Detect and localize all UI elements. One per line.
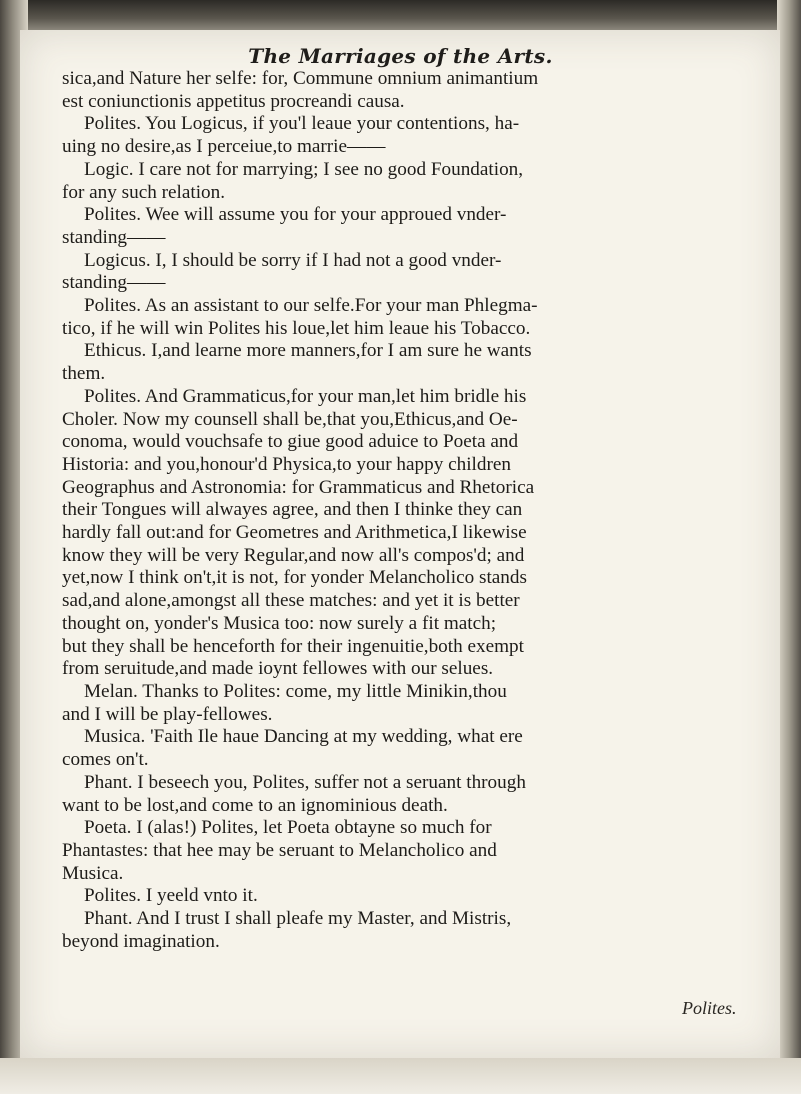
text-line: their Tongues will alwayes agree, and then I thinke they can — [62, 499, 523, 521]
text-line: Phant. I beseech you, Polites, suffer not a seruant through — [84, 771, 526, 793]
text-line: Melan. Thanks to Polites: come, my little Minikin,thou — [84, 680, 507, 702]
text-line: Phantastes: that hee may be seruant to Melancholico and — [62, 839, 497, 861]
text-line: Phant. And I trust I shall pleafe my Master, and Mistris, — [84, 908, 512, 930]
text-line: Choler. Now my counsell shall be,that you,Ethicus,and Oe- — [62, 408, 518, 430]
text-line: Musica. 'Faith Ile haue Dancing at my wedding, what ere — [84, 726, 523, 748]
text-line: Polites. As an assistant to our selfe.For your man Phlegma- — [84, 295, 538, 317]
scan-edge-bottom — [0, 1058, 801, 1094]
text-line: Polites. Wee will assume you for your approued vnder- — [84, 204, 507, 226]
text-line: Poeta. I (alas!) Polites, let Poeta obtayne so much for — [84, 817, 492, 839]
text-line: Polites. I yeeld vnto it. — [84, 885, 258, 907]
text-line: thought on, yonder's Musica too: now surely a fit match; — [62, 612, 497, 634]
text-line: comes on't. — [62, 749, 149, 771]
text-line: yet,now I think on't,it is not, for yonder Melancholico stands — [62, 567, 527, 589]
text-line: Logicus. I, I should be sorry if I had not a good vnder- — [84, 249, 502, 271]
text-line: them. — [62, 363, 106, 385]
text-line: Musica. — [62, 862, 124, 884]
text-line: Ethicus. I,and learne more manners,for I am sure he wants — [84, 340, 532, 362]
scan-edge-right — [777, 0, 801, 1094]
text-line: Polites. And Grammaticus,for your man,let him bridle his — [84, 385, 527, 407]
text-line: conoma, would vouchsafe to giue good aduice to Poeta and — [62, 431, 519, 453]
text-line: for any such relation. — [62, 181, 226, 203]
text-line: and I will be play-fellowes. — [62, 703, 273, 725]
text-line: beyond imagination. — [62, 930, 220, 952]
text-line: want to be lost,and come to an ignominious death. — [62, 794, 448, 816]
text-line: Logic. I care not for marrying; I see no good Foundation, — [84, 158, 524, 180]
text-line: standing—— — [62, 226, 166, 248]
text-line: Polites. You Logicus, if you'l leaue your contentions, ha- — [84, 113, 520, 135]
text-line: standing—— — [62, 272, 166, 294]
text-line: est coniunctionis appetitus procreandi causa. — [62, 90, 405, 112]
text-line: tico, if he will win Polites his loue,let him leaue his Tobacco. — [62, 317, 531, 339]
text-line: uing no desire,as I perceiue,to marrie—— — [62, 136, 386, 158]
text-line: but they shall be henceforth for their ingenuitie,both exempt — [62, 635, 524, 657]
text-line: Geographus and Astronomia: for Grammaticus and Rhetorica — [62, 476, 535, 498]
body-text — [62, 68, 768, 953]
running-head: The Marriages of the Arts. — [248, 44, 553, 68]
text-line: know they will be very Regular,and now all's compos'd; and — [62, 544, 525, 566]
text-line: sad,and alone,amongst all these matches: and yet it is better — [62, 590, 520, 612]
text-line: hardly fall out:and for Geometres and Arithmetica,I likewise — [62, 522, 527, 544]
text-line: from seruitude,and made ioynt fellowes with our selues. — [62, 658, 494, 680]
catchword: Polites. — [682, 998, 737, 1018]
text-line: sica,and Nature her selfe: for, Commune omnium animantium — [62, 68, 539, 89]
text-line: Historia: and you,honour'd Physica,to your happy children — [62, 453, 511, 475]
